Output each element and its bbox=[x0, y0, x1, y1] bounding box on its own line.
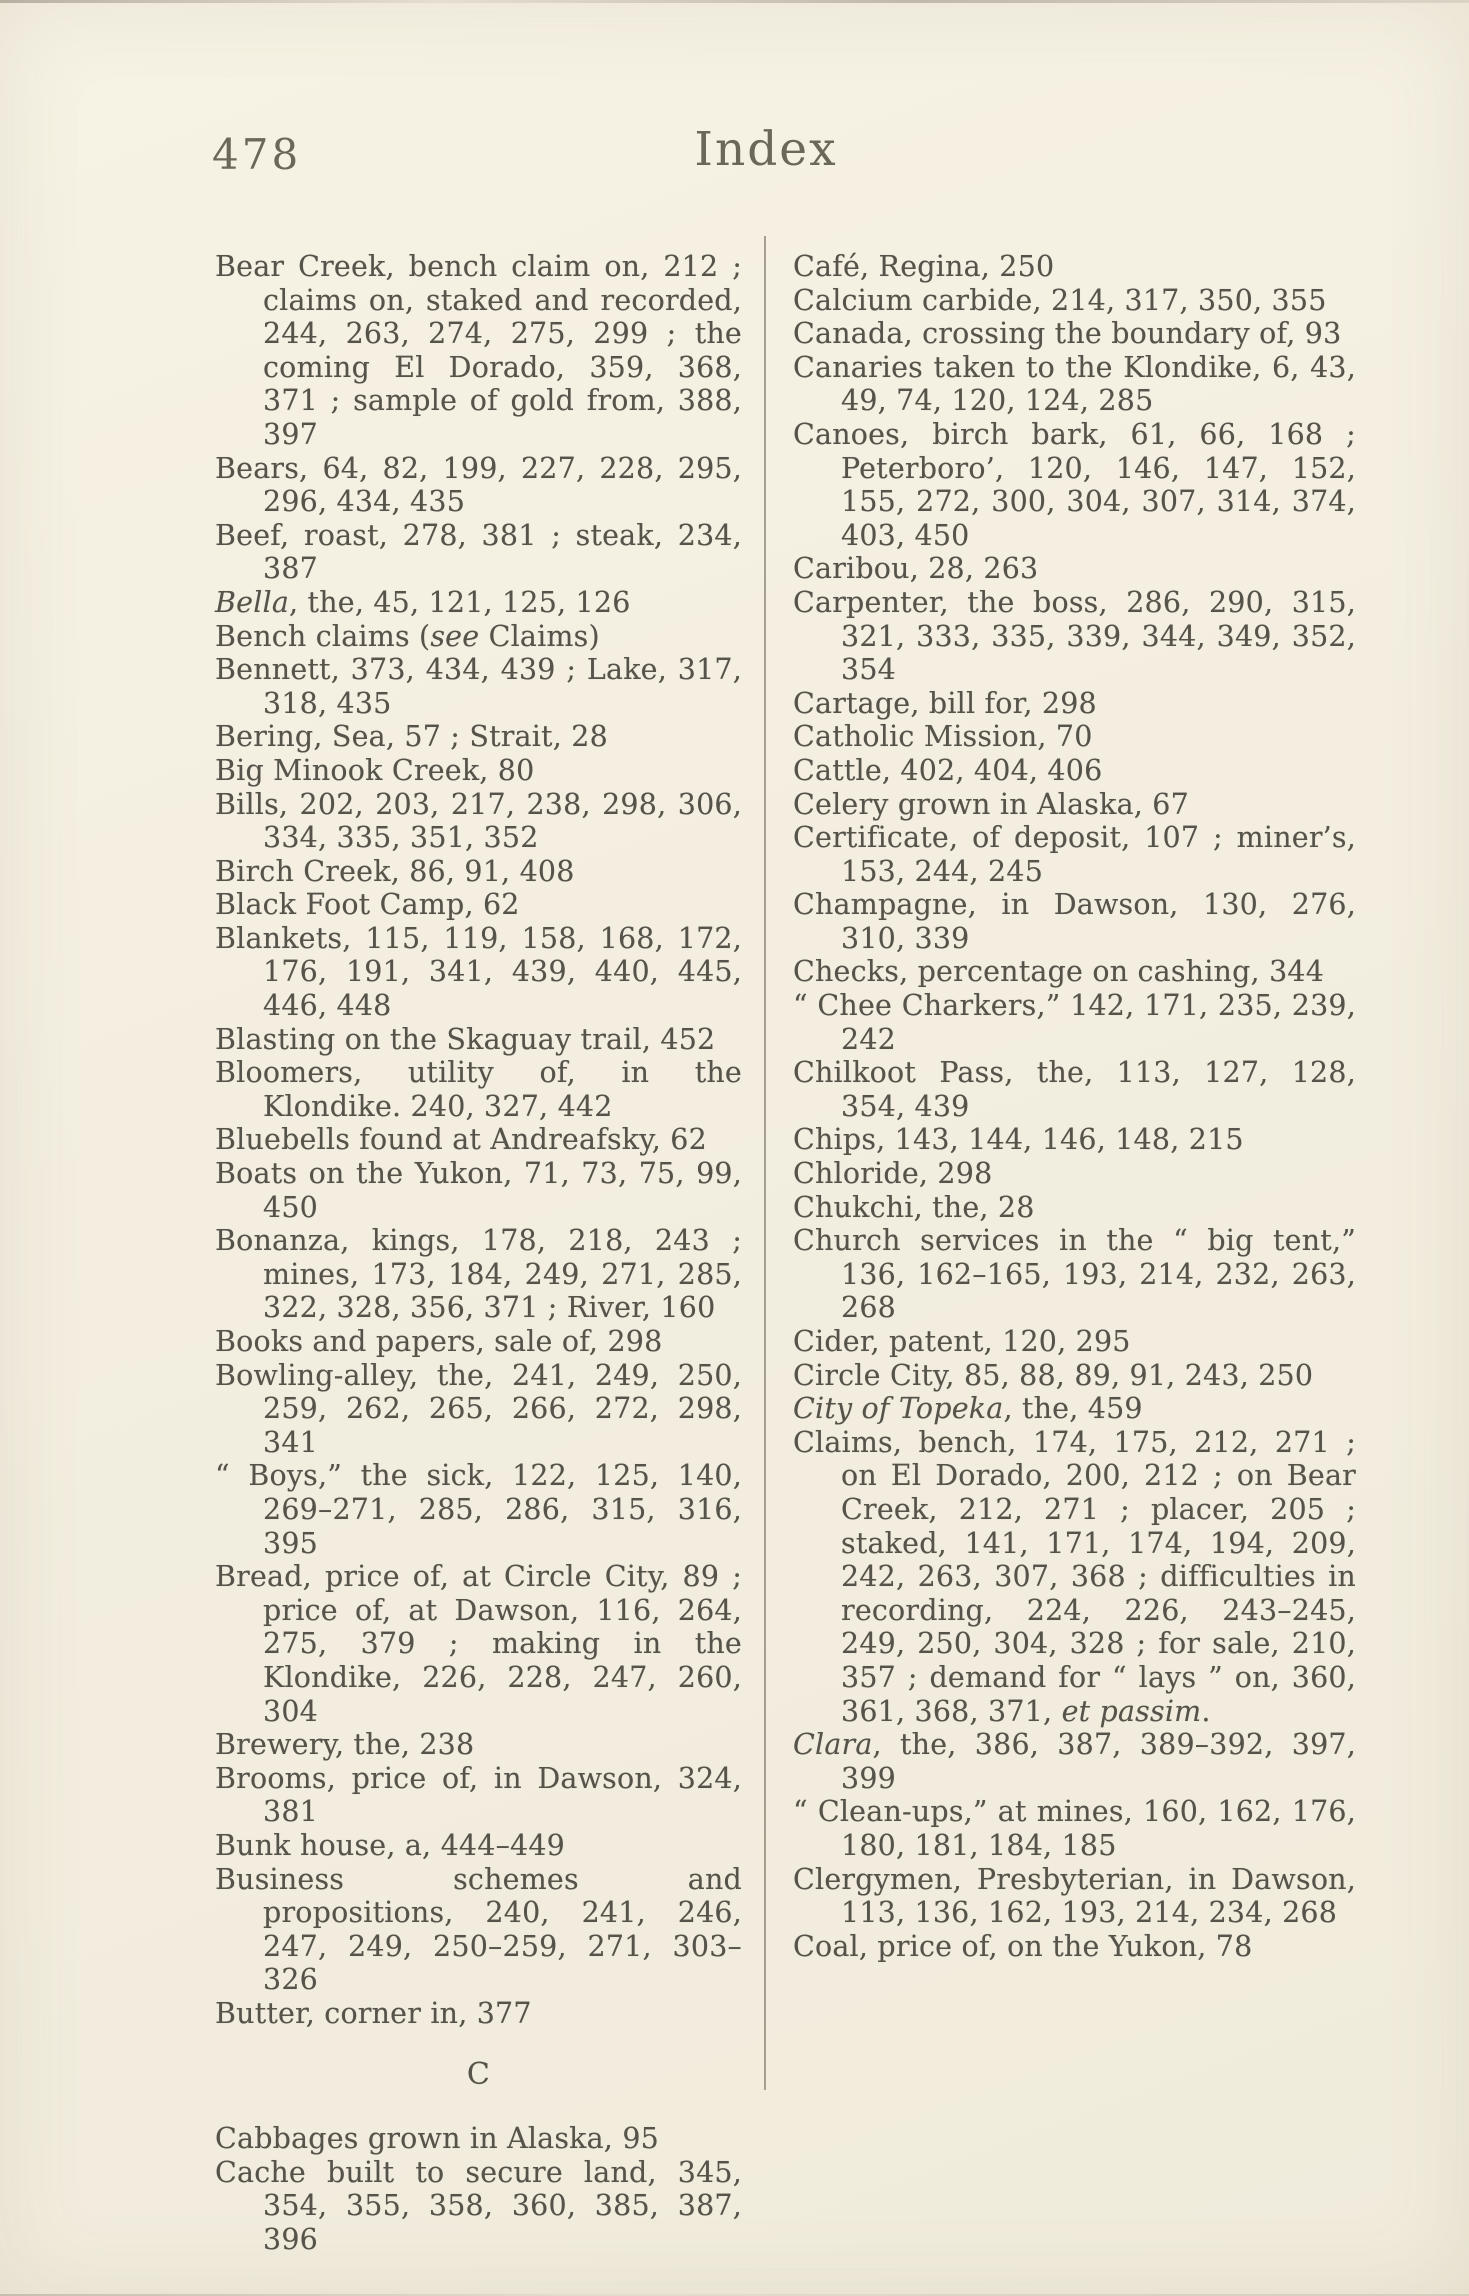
entry-text: . bbox=[1201, 1694, 1211, 1728]
index-entry bbox=[215, 1359, 742, 1460]
entry-text: , the, 45, 121, 125, 126 bbox=[289, 585, 631, 619]
index-entry bbox=[215, 1023, 742, 1057]
entry-text: Black Foot Camp, 62 bbox=[215, 888, 520, 922]
entry-text: Chukchi, the, 28 bbox=[793, 1190, 1035, 1224]
entry-text-italic: Clara bbox=[793, 1728, 873, 1762]
entry-text: Chloride, 298 bbox=[793, 1157, 993, 1191]
entry-text: Brewery, the, 238 bbox=[215, 1728, 475, 1762]
left-column bbox=[215, 250, 742, 2256]
entry-text: Chilkoot Pass, the, 113, 127, 128, 354, 439 bbox=[793, 1056, 1356, 1123]
index-entry bbox=[793, 1123, 1356, 1157]
entry-text: Champagne, in Dawson, 130, 276, 310, 339 bbox=[793, 888, 1356, 955]
section-header-c: C bbox=[466, 2057, 491, 2093]
index-entry bbox=[793, 1863, 1356, 1930]
scan-top-edge bbox=[0, 0, 1469, 3]
index-entry bbox=[793, 788, 1356, 822]
entry-text: Church services in the “ big tent,” 136, 162–165, 193, 214, 232, 263, 268 bbox=[793, 1224, 1356, 1325]
index-entry bbox=[215, 855, 742, 889]
index-entry bbox=[793, 1325, 1356, 1359]
index-entry bbox=[793, 955, 1356, 989]
index-entry bbox=[793, 250, 1356, 284]
index-entry bbox=[215, 1224, 742, 1325]
index-entry bbox=[215, 586, 742, 620]
entry-text: Bluebells found at Andreafsky, 62 bbox=[215, 1123, 707, 1157]
index-entry bbox=[793, 317, 1356, 351]
entry-text: Claims) bbox=[479, 619, 600, 653]
entry-text: Cartage, bill for, 298 bbox=[793, 686, 1097, 720]
entry-text: Caribou, 28, 263 bbox=[793, 552, 1039, 586]
index-entry bbox=[793, 284, 1356, 318]
entry-text: Cabbages grown in Alaska, 95 bbox=[215, 2122, 659, 2156]
index-entry bbox=[793, 1224, 1356, 1325]
entry-text: Clergymen, Presbyterian, in Dawson, 113, 136, 162, 193, 214, 234, 268 bbox=[793, 1862, 1356, 1930]
index-entry bbox=[215, 1863, 742, 1997]
entry-text: Chips, 143, 144, 146, 148, 215 bbox=[793, 1123, 1244, 1157]
entry-text: Bunk house, a, 444–449 bbox=[215, 1828, 566, 1862]
entry-text: Catholic Mission, 70 bbox=[793, 720, 1093, 754]
entry-text: Big Minook Creek, 80 bbox=[215, 753, 535, 787]
entry-text: Bloomers, utility of, in the Klondike. 240, 327, 442 bbox=[215, 1056, 742, 1123]
index-entry bbox=[793, 754, 1356, 788]
index-entry bbox=[215, 250, 742, 452]
entry-text: Certificate, of deposit, 107 ; miner’s, 153, 244, 245 bbox=[793, 821, 1356, 888]
entry-text: Canaries taken to the Klondike, 6, 43, 49, 74, 120, 124, 285 bbox=[793, 350, 1356, 418]
index-entry bbox=[215, 1829, 742, 1863]
index-entry bbox=[793, 1392, 1356, 1426]
index-entry bbox=[793, 1728, 1356, 1795]
entry-text: Bering, Sea, 57 ; Strait, 28 bbox=[215, 720, 608, 754]
index-entry bbox=[215, 888, 742, 922]
entry-text: Butter, corner in, 377 bbox=[215, 1996, 532, 2030]
entry-text: Business schemes and propositions, 240, 241, 246, 247, 249, 250–259, 271, 303–326 bbox=[215, 1862, 742, 1997]
entry-text: Cider, patent, 120, 295 bbox=[793, 1325, 1131, 1358]
index-entry bbox=[215, 720, 742, 754]
index-entry bbox=[215, 653, 742, 720]
entry-text: Bills, 202, 203, 217, 238, 298, 306, 334, 335, 351, 352 bbox=[215, 787, 742, 855]
entry-text: “ Clean-ups,” at mines, 160, 162, 176, 180, 181, 184, 185 bbox=[793, 1795, 1356, 1862]
index-entry bbox=[793, 418, 1356, 552]
entry-text: Blasting on the Skaguay trail, 452 bbox=[215, 1022, 716, 1056]
index-entry bbox=[793, 1191, 1356, 1225]
index-entry bbox=[793, 586, 1356, 687]
index-entry bbox=[793, 1359, 1356, 1393]
entry-text: Café, Regina, 250 bbox=[793, 250, 1055, 283]
entry-text: Canoes, birch bark, 61, 66, 168 ; Peterboro’, 120, 146, 147, 152, 155, 272, 300, 304, 307, 314, 374, 403, 450 bbox=[793, 417, 1356, 552]
entry-text: Cattle, 402, 404, 406 bbox=[793, 753, 1103, 787]
entry-text: Calcium carbide, 214, 317, 350, 355 bbox=[793, 283, 1327, 317]
entry-text: Blankets, 115, 119, 158, 168, 172, 176, 191, 341, 439, 440, 445, 446, 448 bbox=[215, 921, 742, 1023]
index-entry bbox=[215, 1762, 742, 1829]
entry-text-italic: City of Topeka bbox=[793, 1392, 1004, 1426]
index-entry bbox=[215, 1459, 742, 1560]
index-entry bbox=[793, 1056, 1356, 1123]
index-entry bbox=[215, 1157, 742, 1224]
index-entry bbox=[793, 821, 1356, 888]
entry-text: Boats on the Yukon, 71, 73, 75, 99, 450 bbox=[215, 1157, 742, 1224]
entry-text: Bowling-alley, the, 241, 249, 250, 259, 262, 265, 266, 272, 298, 341 bbox=[215, 1358, 742, 1459]
entry-text: , the, 386, 387, 389–392, 397, 399 bbox=[841, 1728, 1356, 1795]
entry-text: Beef, roast, 278, 381 ; steak, 234, 387 bbox=[215, 518, 742, 586]
entry-text: Celery grown in Alaska, 67 bbox=[793, 787, 1189, 821]
entry-text-italic: Bella bbox=[215, 585, 290, 619]
page-title: Index bbox=[694, 122, 838, 177]
entry-text: Claims, bench, 174, 175, 212, 271 ; on El Dorado, 200, 212 ; on Bear Creek, 212, 271 ; placer, 205 ; staked, 141, 171, 174, 194, 209, 242, 263, 307, 368 ; difficulties in recording, 224, 226, 243–245, 249, 250, 304, 328 ; for sale, 210, 357 ; demand for “ lays ” on, 360, 361, 368, 371, bbox=[793, 1425, 1356, 1728]
index-entry bbox=[215, 519, 742, 586]
index-entry bbox=[215, 1325, 742, 1359]
index-entry bbox=[215, 2156, 742, 2257]
entry-text: , the, 459 bbox=[1003, 1392, 1143, 1426]
right-column bbox=[793, 250, 1356, 1963]
index-entry bbox=[793, 1157, 1356, 1191]
entry-text: Bench claims ( bbox=[215, 619, 431, 653]
index-entry bbox=[793, 1930, 1356, 1964]
entry-text: Bear Creek, bench claim on, 212 ; claims on, staked and recorded, 244, 263, 274, 275, 299 ; the coming El Dorado, 359, 368, 371 ; sample of gold from, 388, 397 bbox=[215, 250, 742, 451]
index-entry bbox=[215, 1997, 742, 2031]
index-entry bbox=[215, 2122, 742, 2156]
entry-text: “ Boys,” the sick, 122, 125, 140, 269–271, 285, 286, 315, 316, 395 bbox=[215, 1459, 742, 1560]
entry-text: Bonanza, kings, 178, 218, 243 ; mines, 173, 184, 249, 271, 285, 322, 328, 356, 371 ; River, 160 bbox=[215, 1224, 742, 1325]
index-entry bbox=[793, 989, 1356, 1056]
index-entry bbox=[793, 888, 1356, 955]
index-entry bbox=[793, 1795, 1356, 1862]
entry-text: “ Chee Charkers,” 142, 171, 235, 239, 242 bbox=[793, 989, 1356, 1056]
entry-text: Coal, price of, on the Yukon, 78 bbox=[793, 1929, 1253, 1963]
index-entry bbox=[793, 351, 1356, 418]
index-entry bbox=[793, 552, 1356, 586]
entry-text: Bennett, 373, 434, 439 ; Lake, 317, 318, 435 bbox=[215, 653, 742, 720]
index-entry bbox=[793, 1426, 1356, 1728]
index-entry bbox=[215, 1560, 742, 1728]
entry-text: Books and papers, sale of, 298 bbox=[215, 1325, 663, 1358]
index-entry bbox=[215, 922, 742, 1023]
entry-text: Brooms, price of, in Dawson, 324, 381 bbox=[215, 1761, 742, 1829]
entry-text: Checks, percentage on cashing, 344 bbox=[793, 955, 1325, 989]
entry-text: Bread, price of, at Circle City, 89 ; price of, at Dawson, 116, 264, 275, 379 ; making in the Klondike, 226, 228, 247, 260, 304 bbox=[215, 1560, 742, 1728]
index-entry bbox=[793, 720, 1356, 754]
entry-text: Cache built to secure land, 345, 354, 355, 358, 360, 385, 387, 396 bbox=[215, 2155, 742, 2256]
index-entry bbox=[215, 788, 742, 855]
index-entry bbox=[215, 620, 742, 654]
index-entry bbox=[215, 1123, 742, 1157]
column-divider-rule bbox=[764, 236, 766, 2090]
entry-text-italic: see bbox=[430, 619, 480, 653]
index-entry bbox=[215, 452, 742, 519]
index-entry bbox=[793, 687, 1356, 721]
entry-text: Birch Creek, 86, 91, 408 bbox=[215, 854, 575, 888]
index-entry bbox=[215, 754, 742, 788]
entry-text-italic: et passim bbox=[1061, 1694, 1202, 1728]
entry-text: Bears, 64, 82, 199, 227, 228, 295, 296, 434, 435 bbox=[215, 451, 742, 519]
entry-text: Carpenter, the boss, 286, 290, 315, 321, 333, 335, 339, 344, 349, 352, 354 bbox=[793, 585, 1356, 687]
entry-text: Canada, crossing the boundary of, 93 bbox=[793, 317, 1342, 351]
page-number: 478 bbox=[212, 130, 302, 179]
index-entry bbox=[215, 1728, 742, 1762]
index-entry bbox=[215, 1056, 742, 1123]
entry-text: Circle City, 85, 88, 89, 91, 243, 250 bbox=[793, 1358, 1314, 1392]
